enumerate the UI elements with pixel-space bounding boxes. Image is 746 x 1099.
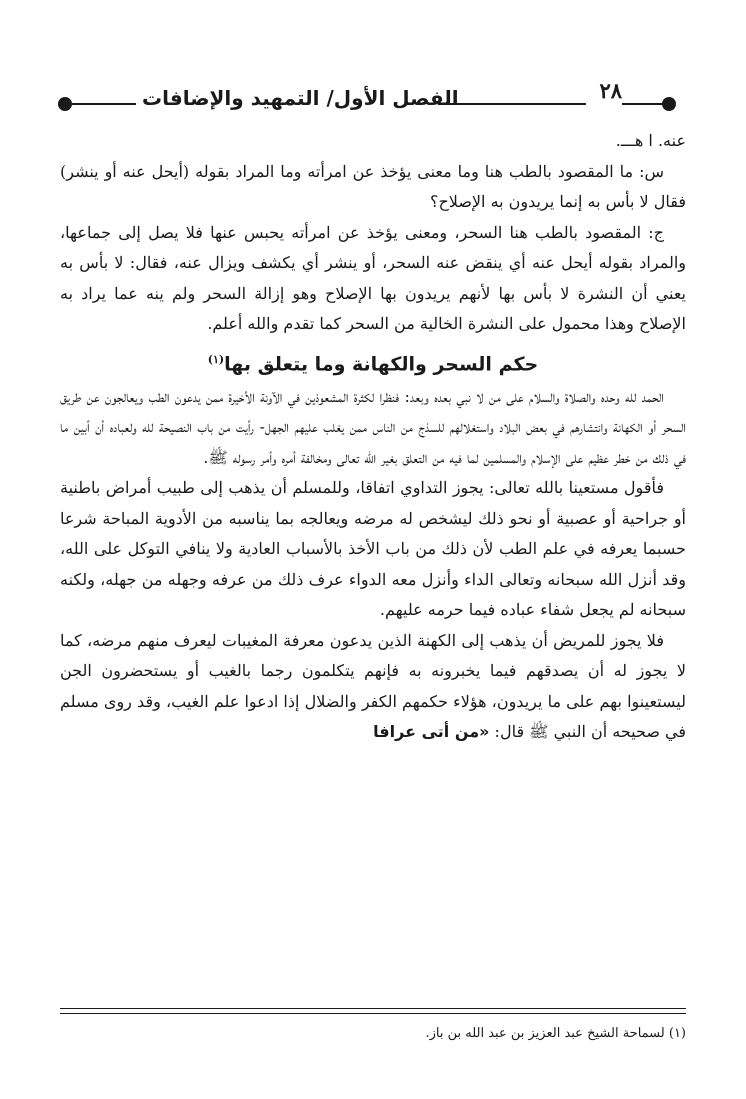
header-dot-right (662, 97, 676, 111)
paragraph: فأقول مستعينا بالله تعالى: يجوز التداوي اتفاقا، وللمسلم أن يذهب إلى طبيب أمراض باطنية أو جراحية أو عصبية أو نحو ذلك ليشخص له مرضه ويعالجه بما يناسبه من الأدوية المباحة شرعا حسبما يعرفه في علم الطب لأن ذلك من باب الأخذ بالأسباب العادية ولا ينافي التوكل على الله، وقد أنزل الله سبحانه وتعالى الداء وأنزل معه الدواء عرف ذلك من عرفه وجهله من جهله، ولكنه سبحانه لم يجعل شفاء عباده فيما حرمه عليهم. (60, 478, 686, 620)
section-heading (60, 344, 686, 380)
paragraph-text: فلا يجوز للمريض أن يذهب إلى الكهنة الذين يدعون معرفة المغيبات ليعرف منهم مرضه، كما لا يجوز له أن يصدقهم فيما يخبرونه به فإنهم يتكلمون رجما بالغيب أو يستحضرون الجن ليستعينوا بهم على ما يريدون، هؤلاء حكمهم الكفر والضلال إذا ادعوا علم الغيب، وقد روى مسلم في صحيحه أن النبي ﷺ قال: (60, 630, 686, 742)
header-rule (622, 103, 664, 105)
page-number: ٢٨ (599, 78, 622, 103)
footnote-marker: (١) (207, 352, 225, 366)
paragraph: س: ما المقصود بالطب هنا وما معنى يؤخذ عن امرأته وما المراد بقوله (أيحل عنه أو ينشر) فقال لا بأس به إنما يريدون به الإصلاح؟ (60, 161, 686, 211)
header-rule (72, 103, 136, 105)
paragraph: الحمد لله وحده والصلاة والسلام على من لا نبي بعده وبعد: فنظرا لكثرة المشعوذين في الآونة الأخيرة ممن يدعون الطب ويعالجون عن طريق السحر أو الكهانة وانتشارهم في بعض البلاد واستغلالهم للسذج من الناس ممن يغلب عليهم الجهل- رأيت من باب النصيحة لله ولعباده أن أبين ما في ذلك من خطر عظيم على الإسلام والمسلمين لما فيه من التعلق بغير الله تعالى ومخالفة أمره وأمر رسوله ﷺ. (60, 386, 687, 467)
paragraph: ج: المقصود بالطب هنا السحر، ومعنى يؤخذ عن امرأته يحبس عنها فلا يصل إلى جماعها، والمراد بقوله أيحل عنه أي ينقض عنه السحر، أو ينشر أي يكشف ويزال عنه، فقال: لا بأس به يعني أن النشرة لا بأس بها لأنهم يريدون بها الإصلاح وهو إزالة السحر ولم ينه عما يراد به الإصلاح وهذا محمول على النشرة الخالية من السحر كما تقدم والله أعلم. (60, 222, 686, 333)
paragraph: عنه. ا هـــ. (615, 131, 686, 150)
footnote-separator (60, 1013, 686, 1014)
header-dot-left (58, 97, 72, 111)
footnote: (١) لسماحة الشيخ عبد العزيز بن عبد الله بن باز. (425, 1026, 686, 1041)
footnote-separator (60, 1008, 686, 1009)
running-header (52, 78, 684, 122)
hadith-quote: «من أتى عرافا (373, 722, 490, 742)
page-body (60, 126, 686, 748)
header-rule (438, 103, 586, 105)
section-heading-text: حكم السحر والكهانة وما يتعلق بها (224, 352, 539, 375)
paragraph (60, 626, 686, 748)
chapter-title: الفصل الأول/ التمهيد والإضافات (142, 86, 459, 110)
